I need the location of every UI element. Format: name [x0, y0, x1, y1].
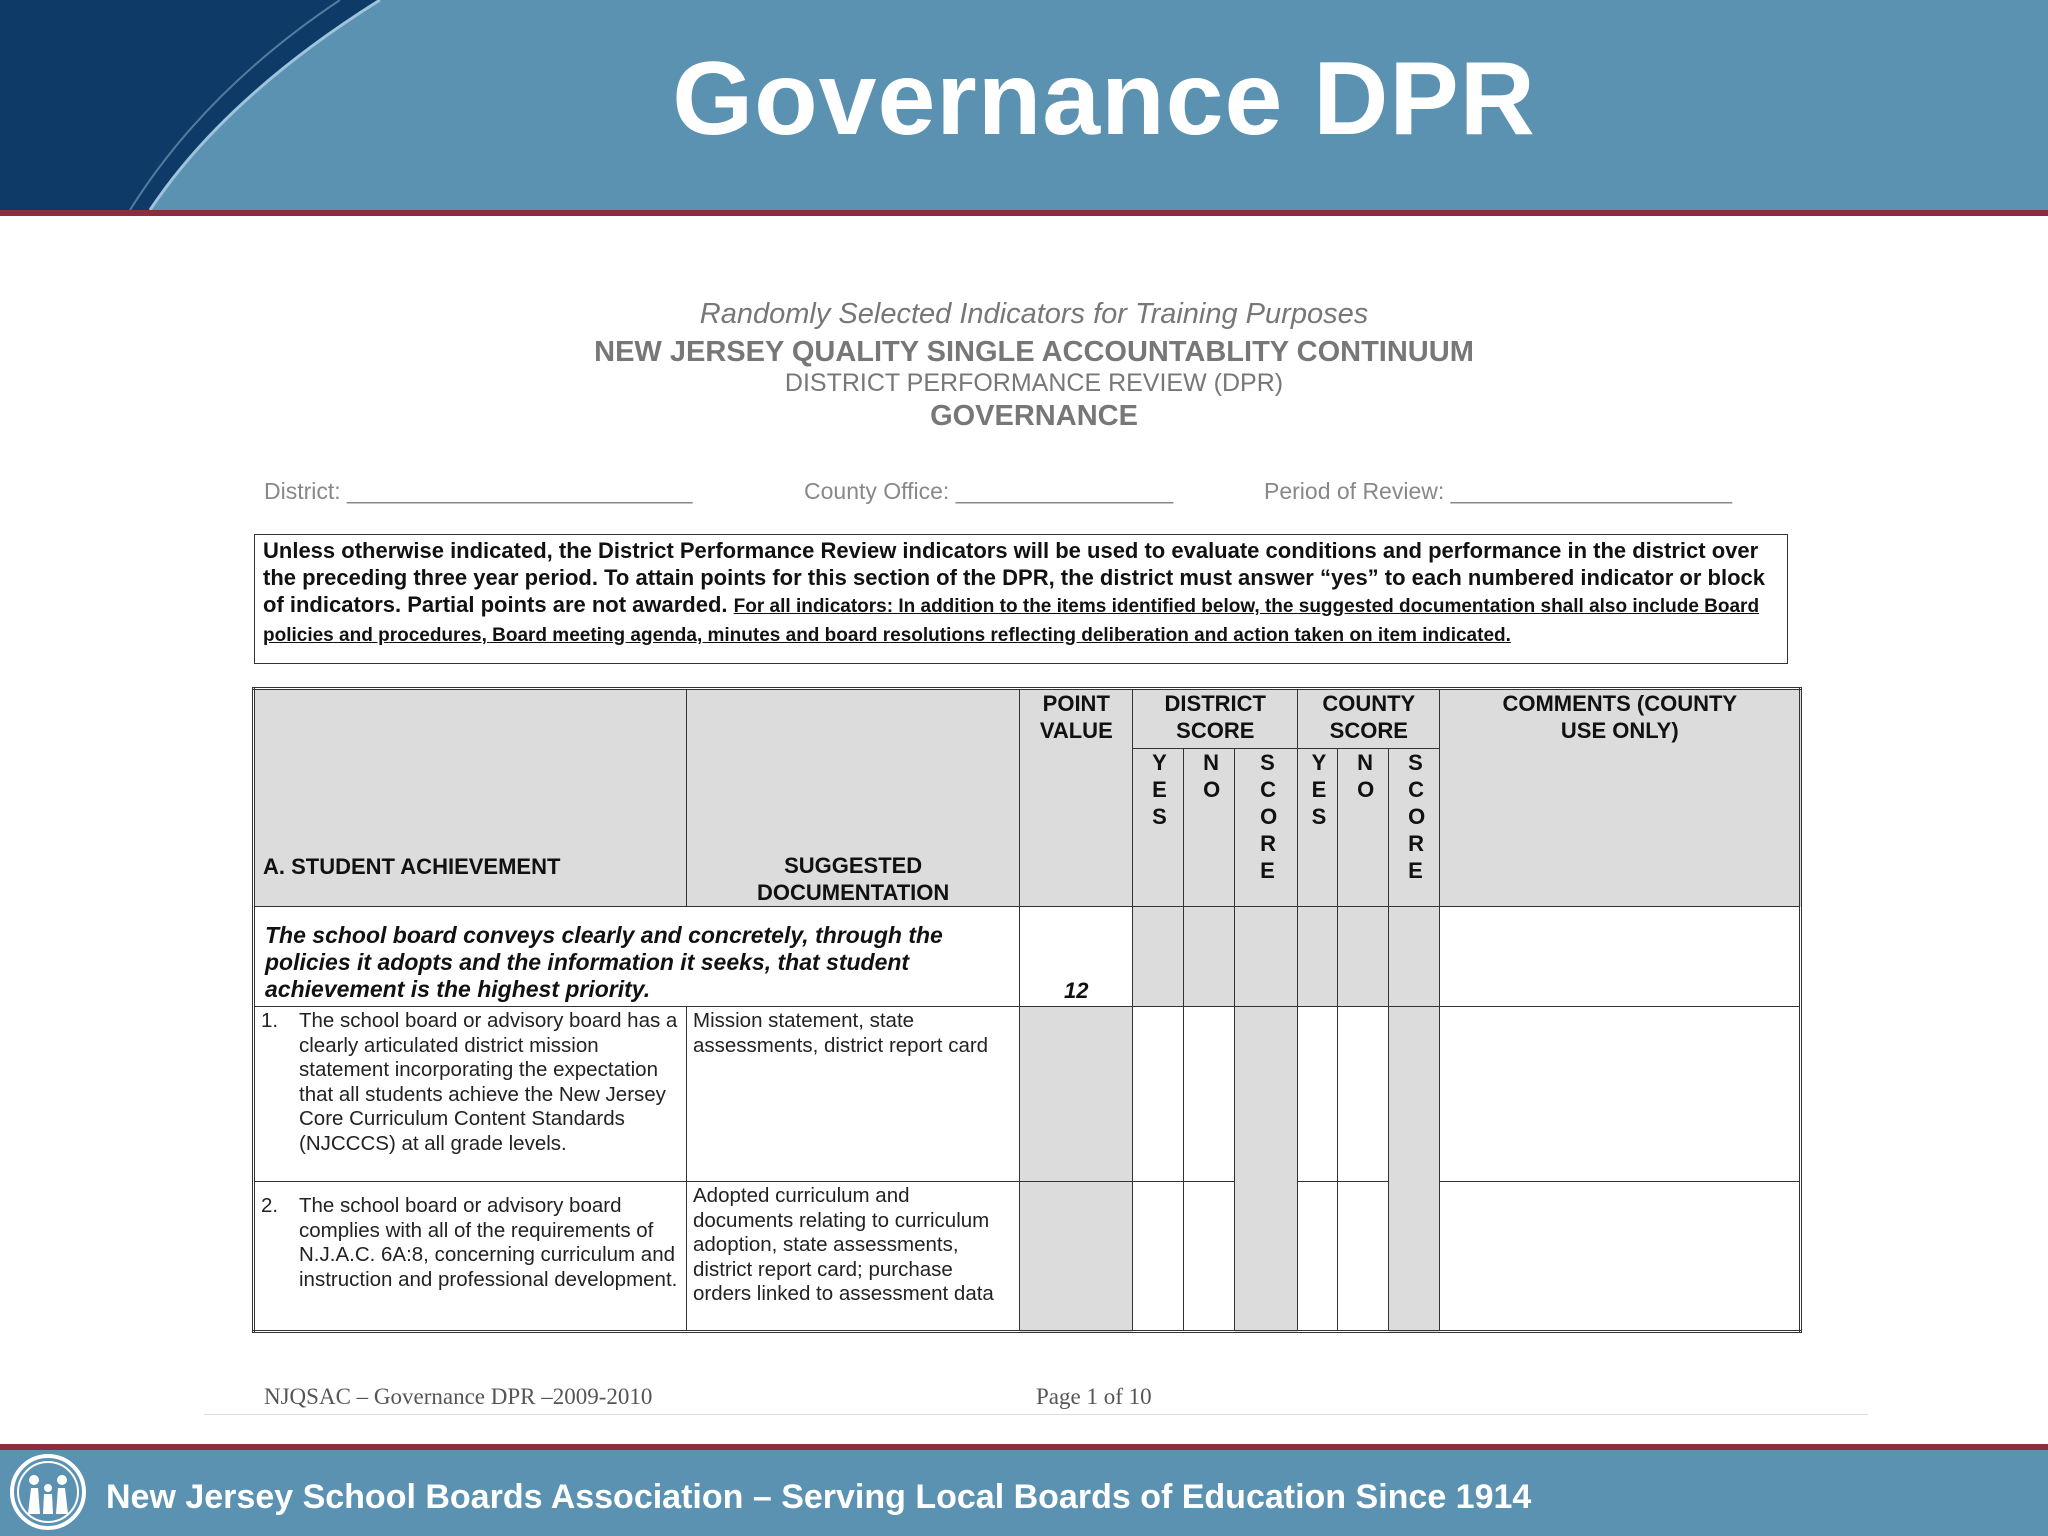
doc-divider [204, 1414, 1868, 1415]
family-logo-icon [8, 1452, 88, 1532]
county-yes-label: YES [1311, 750, 1327, 829]
county-no-label: NO [1357, 750, 1375, 802]
county-yes-cell [1298, 1182, 1338, 1332]
doc-section-title: GOVERNANCE [930, 400, 1138, 432]
instructions-text: Unless otherwise indicated, the District Performance Review indicators will be used to evaluate conditions and performance in the district over the preceding three year period. To attain points for this section of the DPR, the district must answer “yes” to each numbered indicator or block of indicators. Partial points are not awarded. [263, 538, 1765, 617]
comments-header: COMMENTS (COUNTY USE ONLY) [1502, 691, 1738, 743]
district-yes-cell [1133, 1007, 1184, 1182]
county-no-cell [1338, 1182, 1389, 1332]
instructions-underlined: For all indicators: In addition to the items identified below, the suggested documentation shall also include Board policies and procedures, Board meeting agenda, minutes and board resolutions reflecting deliberation and action taken on item indicated. [263, 596, 1760, 646]
point-value-cell [1020, 1182, 1133, 1332]
indicator-row [255, 1182, 686, 1294]
comments-cell [1440, 907, 1801, 1007]
indicator-number: 2. [261, 1194, 279, 1217]
slide-title: Governance DPR [672, 41, 1536, 157]
point-value-header-cell [1020, 689, 1133, 907]
documentation-text: Adopted curriculum and documents relating to curriculum adoption, state assessments, district report card; purchase orders linked to assessment data [693, 1184, 994, 1305]
doc-subtitle: Randomly Selected Indicators for Training Purposes [699, 298, 1369, 330]
district-score-header: DISTRICT SCORE [1164, 691, 1266, 743]
instructions-box [254, 534, 1788, 664]
district-score-header-cell [1133, 689, 1298, 749]
comments-cell [1440, 1182, 1801, 1332]
indicator-text: The school board or advisory board has a clearly articulated district mission statement incorporating the expectation that all students achieve the New Jersey Core Curriculum Content Standards (NJCCCS) at all grade levels. [299, 1009, 678, 1155]
county-no-cell [1338, 1007, 1389, 1182]
district-score-cell [1235, 1007, 1298, 1332]
county-score-label: SCORE [1408, 750, 1426, 883]
district-yes-col-header [1133, 749, 1184, 907]
district-score-col-header [1235, 749, 1298, 907]
score-cell [1133, 907, 1184, 1007]
district-yes-cell [1133, 1182, 1184, 1332]
score-cell [1298, 907, 1338, 1007]
documentation-cell [687, 1007, 1020, 1182]
intro-points-cell [1020, 907, 1133, 1007]
intro-statement-cell [254, 907, 1020, 1007]
district-no-label: NO [1203, 750, 1221, 802]
district-score-label: SCORE [1260, 750, 1278, 883]
score-cell [1338, 907, 1389, 1007]
comments-header-cell [1440, 689, 1801, 907]
intro-points: 12 [1064, 978, 1089, 1003]
district-no-cell [1184, 1182, 1235, 1332]
section-header: A. STUDENT ACHIEVEMENT [263, 854, 561, 879]
doc-header-cell [687, 689, 1020, 907]
indicator-cell [254, 1182, 687, 1332]
comments-cell [1440, 1007, 1801, 1182]
intro-statement: The school board conveys clearly and concretely, through the policies it adopts and the information it seeks, that student achievement is the highest priority. [265, 922, 943, 1002]
county-score-header-cell [1298, 689, 1440, 749]
point-value-header: POINT VALUE [1039, 691, 1113, 743]
period-of-review-field: Period of Review: ______________________ [1264, 478, 1733, 504]
indicator-number: 1. [261, 1009, 279, 1032]
doc-page-number: Page 1 of 10 [1036, 1384, 1152, 1409]
documentation-text: Mission statement, state assessments, district report card [693, 1009, 989, 1057]
score-cell [1184, 907, 1235, 1007]
indicator-row [255, 1007, 686, 1158]
point-value-cell [1020, 1007, 1133, 1182]
county-score-col-header [1389, 749, 1440, 907]
section-header-cell [254, 689, 687, 907]
district-no-col-header [1184, 749, 1235, 907]
header-accent-line [0, 210, 2048, 216]
district-field: District: ___________________________ [264, 478, 693, 504]
score-cell [1235, 907, 1298, 1007]
doc-heading: NEW JERSEY QUALITY SINGLE ACCOUNTABLITY CONTINUUM [594, 336, 1474, 368]
district-yes-label: YES [1152, 750, 1167, 829]
county-office-field: County Office: _________________ [804, 478, 1174, 504]
dpr-table [252, 687, 1802, 1333]
score-cell [1389, 907, 1440, 1007]
county-no-col-header [1338, 749, 1389, 907]
indicator-text: The school board or advisory board complies with all of the requirements of N.J.A.C. 6A:8, concerning curriculum and instruction and professional development. [299, 1194, 678, 1291]
district-no-cell [1184, 1007, 1235, 1182]
county-yes-col-header [1298, 749, 1338, 907]
suggested-documentation-header: SUGGESTED DOCUMENTATION [757, 853, 950, 905]
indicator-cell [254, 1007, 687, 1182]
doc-footer-left: NJQSAC – Governance DPR –2009-2010 [264, 1384, 653, 1409]
documentation-cell [687, 1182, 1020, 1332]
county-score-header: COUNTY SCORE [1322, 691, 1416, 743]
doc-subheading: DISTRICT PERFORMANCE REVIEW (DPR) [784, 369, 1284, 397]
county-yes-cell [1298, 1007, 1338, 1182]
footer-tagline: New Jersey School Boards Association – Serving Local Boards of Education Since 1914 [106, 1478, 1532, 1516]
county-score-cell [1389, 1007, 1440, 1332]
